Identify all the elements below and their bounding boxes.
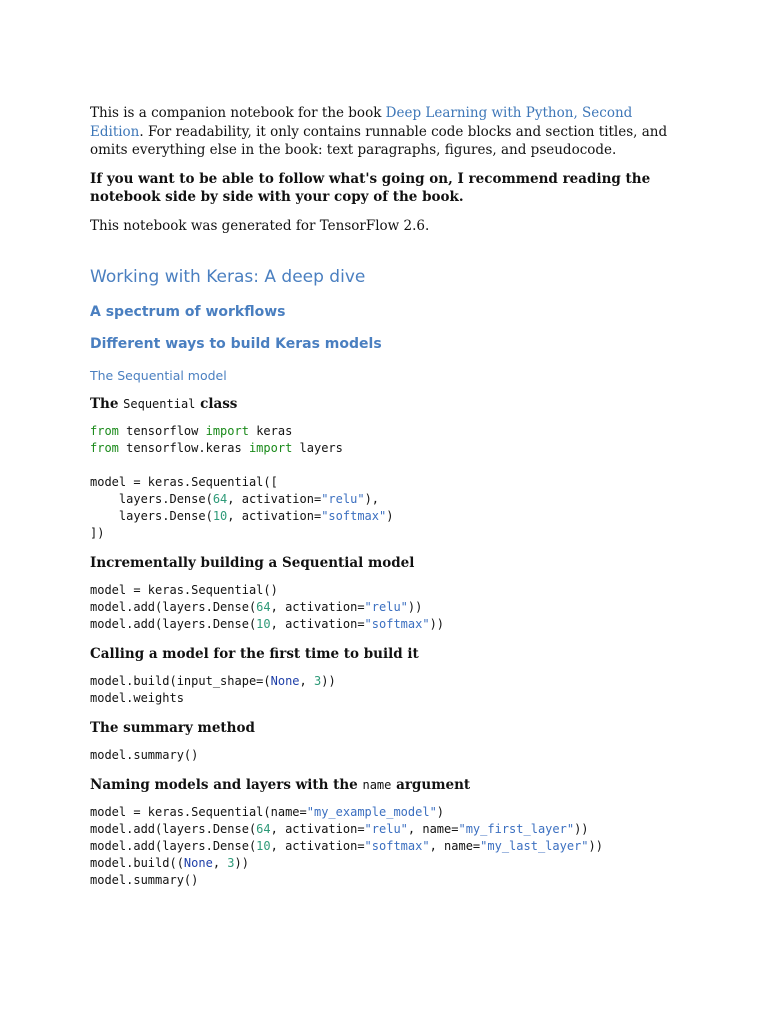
section-heading-build-models: Different ways to build Keras models (90, 336, 382, 352)
intro-text-after: . For readability, it only contains runnable code blocks and section titles, and omits everything else in the book: text paragraphs, figures, and pseudocode. (90, 123, 668, 158)
recommendation-paragraph: If you want to be able to follow what's going on, I recommend reading the notebook side by side with your copy of the book. (90, 170, 651, 205)
book-link[interactable]: Deep Learning with Python, Second Edition (90, 105, 633, 140)
heading-naming: Naming models and layers with the name argument (90, 777, 471, 793)
heading-sequential-class: The Sequential class (90, 396, 238, 412)
code-block-sequential: from tensorflow import keras from tensorflow.keras import layers model = keras.Sequential([ layers.Dense(64, activation="relu"), layers.Dense(10, activation="softmax") ]) (90, 424, 394, 540)
code-block-incremental: model = keras.Sequential() model.add(layers.Dense(64, activation="relu")) model.add(layers.Dense(10, activation="softmax")) (90, 583, 445, 631)
intro-text: This is a companion notebook for the book (90, 105, 386, 121)
code-block-naming: model = keras.Sequential(name="my_example_model") model.add(layers.Dense(64, activation="relu", name="my_first_layer")) model.add(layers.Dense(10, activation="softmax", name="my_last_layer")) model.build((None, 3)) model.summary() (90, 805, 603, 887)
code-block-summary: model.summary() (90, 748, 199, 762)
code-block-build: model.build(input_shape=(None, 3)) model.weights (90, 674, 336, 705)
intro-paragraph (90, 104, 690, 160)
tensorflow-version-note: This notebook was generated for TensorFlow 2.6. (90, 217, 430, 234)
heading-first-call: Calling a model for the first time to build it (90, 646, 419, 662)
subsection-heading-sequential: The Sequential model (90, 368, 227, 383)
heading-incremental: Incrementally building a Sequential model (90, 555, 415, 571)
heading-summary: The summary method (90, 720, 255, 736)
chapter-title: Working with Keras: A deep dive (90, 267, 366, 287)
section-heading-workflows: A spectrum of workflows (90, 304, 286, 320)
notebook-page (90, 104, 690, 889)
